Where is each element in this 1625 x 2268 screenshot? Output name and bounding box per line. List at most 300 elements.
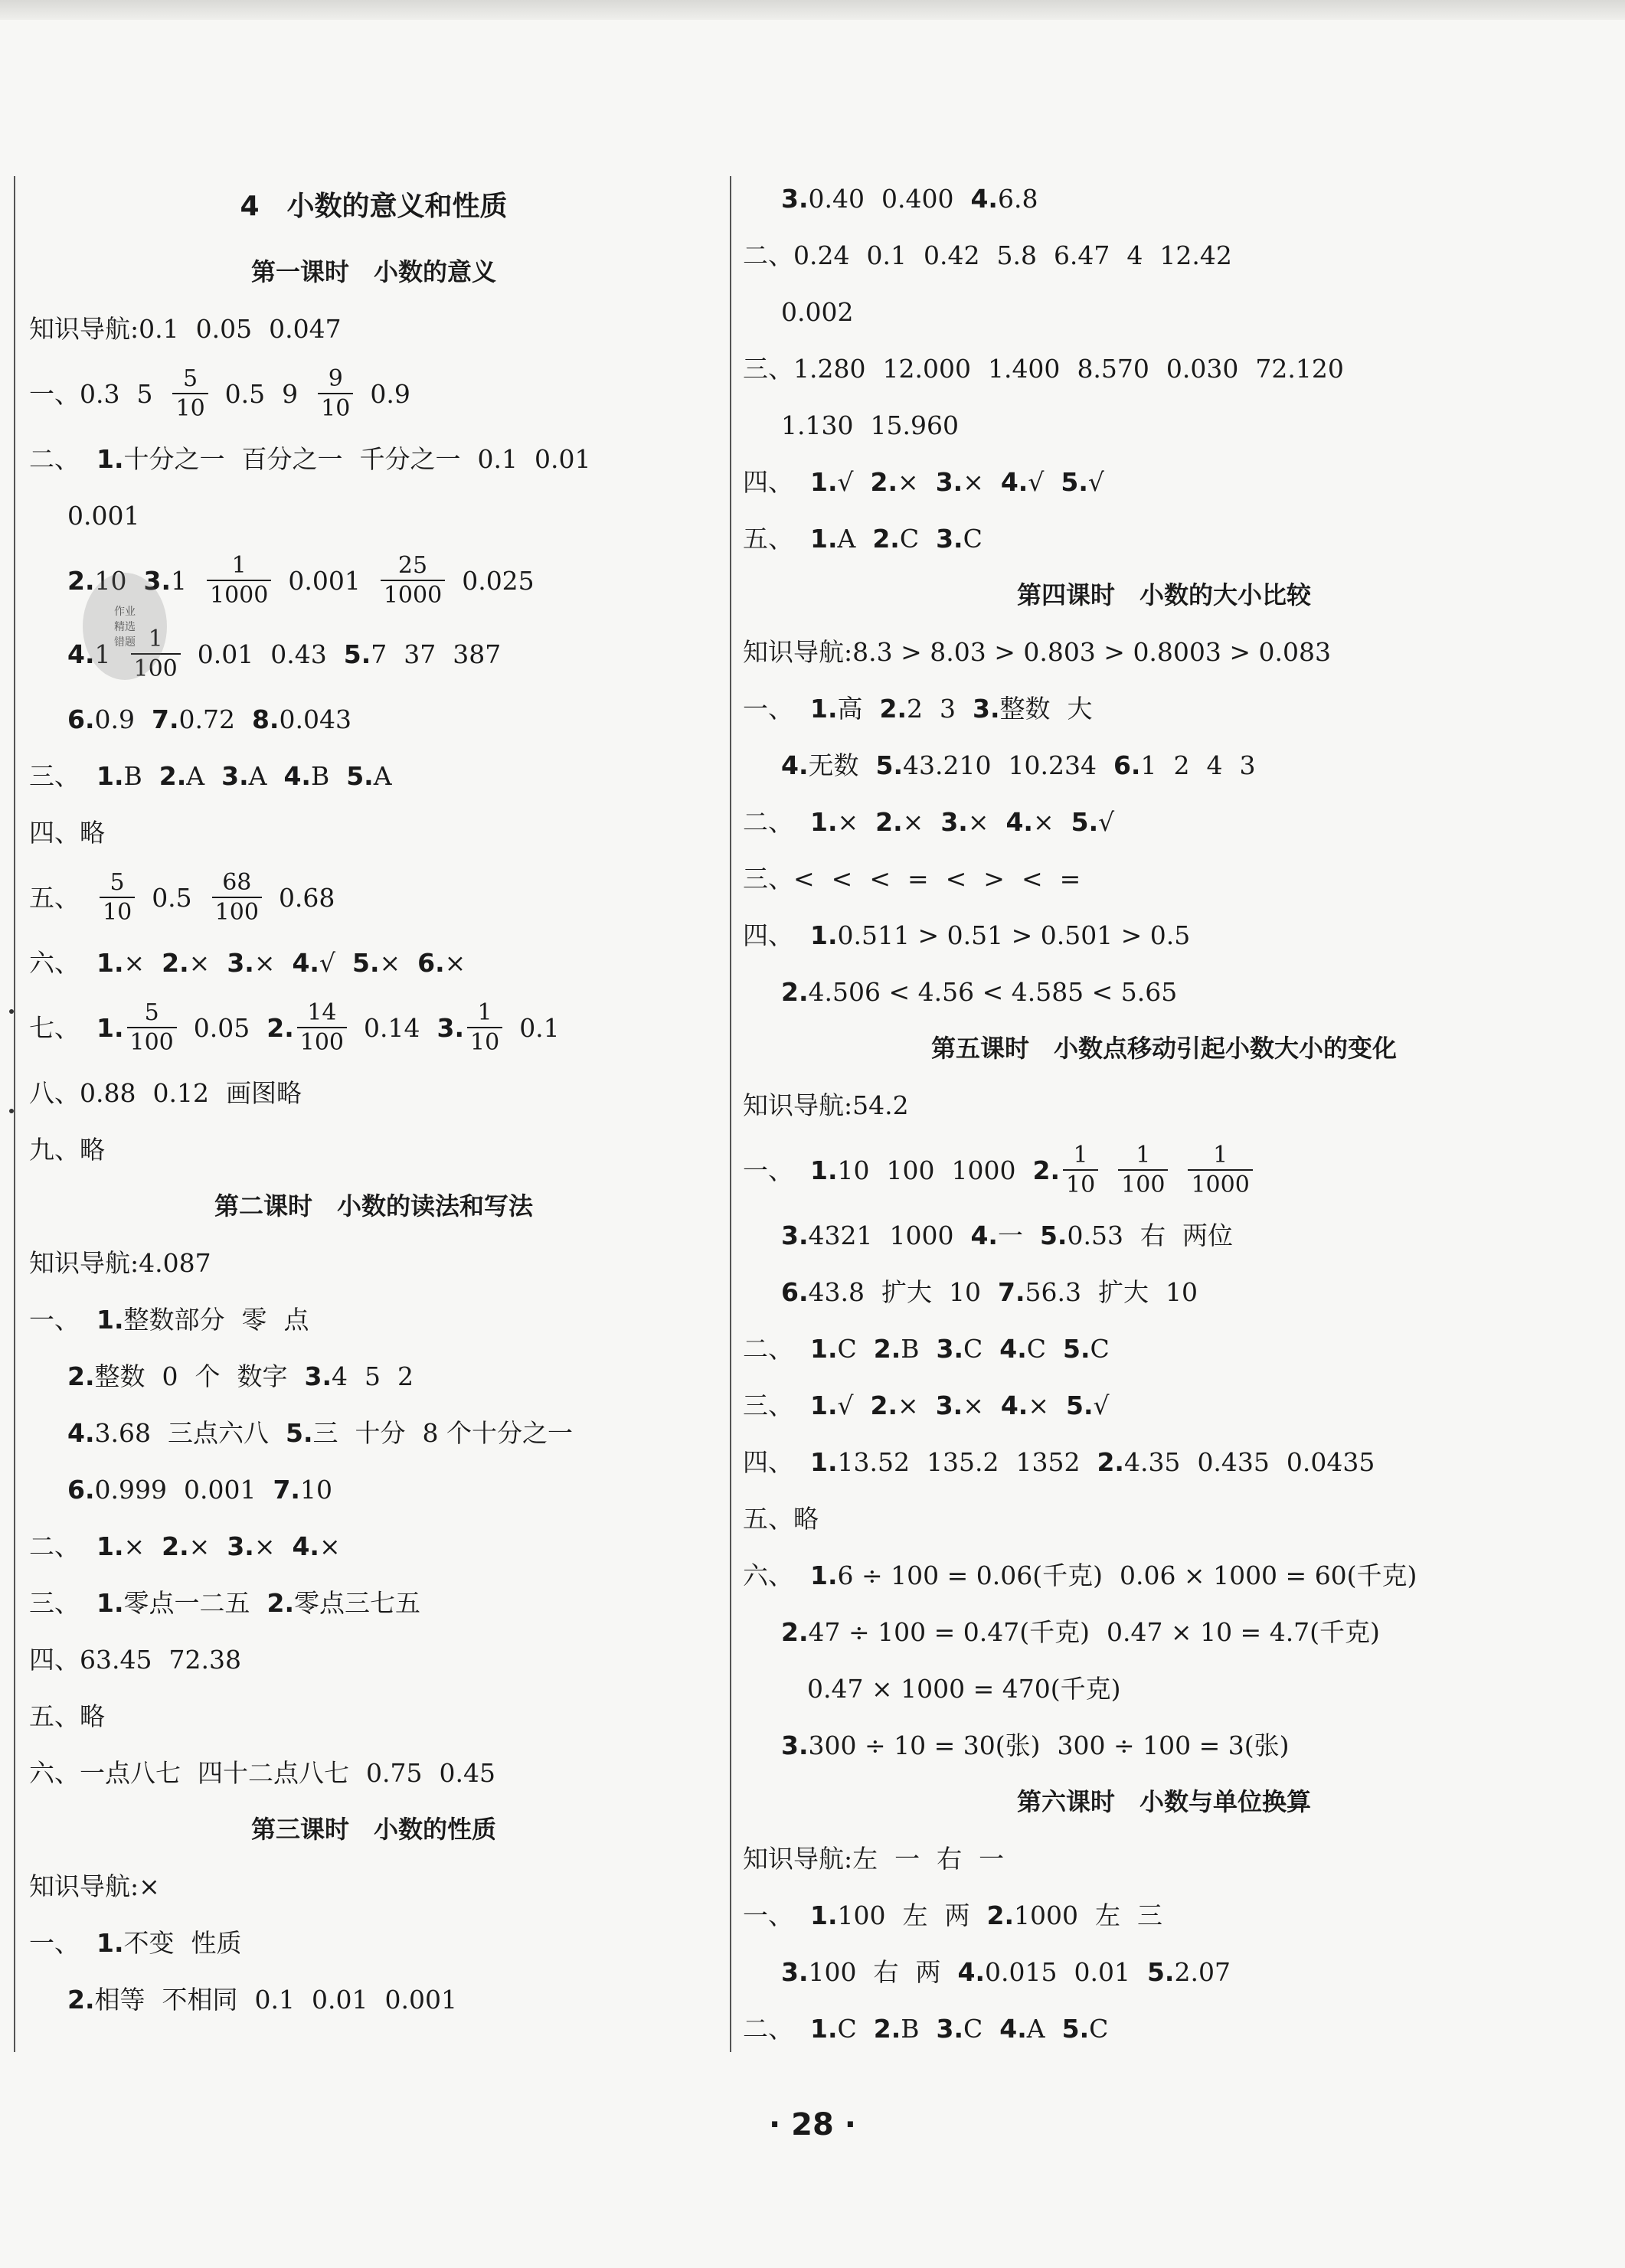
- item-number: 1.: [96, 443, 124, 474]
- fraction-numerator: 5: [110, 868, 125, 896]
- answer-text: ×: [444, 947, 466, 978]
- answer-line: [743, 1377, 1585, 1433]
- item-number: 1.: [810, 1333, 838, 1364]
- answer-line: [29, 1574, 718, 1631]
- answer-text: A: [186, 760, 205, 791]
- answer-line: [743, 1603, 1585, 1660]
- answer-text: 6.47: [1053, 240, 1110, 270]
- item-number: 2.: [159, 760, 187, 791]
- answer-text: 100: [886, 1155, 935, 1185]
- answer-text: <: [869, 863, 891, 894]
- item-number: 6.: [781, 1276, 809, 1307]
- item-number: 5.: [1066, 1390, 1094, 1420]
- fraction-denominator: 100: [212, 897, 262, 925]
- answer-text: 0.5: [152, 882, 192, 913]
- fraction-numerator: 1: [231, 551, 247, 579]
- item-number: 4.: [67, 639, 95, 669]
- answer-text: 五、略: [29, 1701, 105, 1731]
- item-number: 1.: [810, 1560, 838, 1590]
- answer-text: 知识导航:0.1: [29, 313, 179, 344]
- answer-text: 0.9: [370, 378, 410, 409]
- answer-text: 三: [1136, 1900, 1162, 1930]
- answer-text: 1: [1140, 750, 1157, 780]
- answer-line: [29, 357, 718, 430]
- item-number: 5.: [1039, 1220, 1068, 1250]
- answer-text: 相等: [94, 1984, 145, 2015]
- answer-text: 5: [365, 1361, 381, 1391]
- answer-text: 扩大: [881, 1276, 932, 1307]
- answer-text: 0.47 × 10 = 4.7(千克): [1106, 1616, 1380, 1647]
- item-number: 1.: [810, 693, 838, 724]
- item-number: 2.: [67, 565, 95, 596]
- answer-line: [743, 1433, 1585, 1490]
- answer-text: 0.43: [270, 639, 327, 669]
- answer-text: 0.435: [1197, 1446, 1270, 1477]
- answer-text: √: [1087, 466, 1104, 497]
- answer-line: [743, 737, 1585, 793]
- answer-line: [29, 747, 718, 804]
- answer-line: [743, 1490, 1585, 1547]
- fraction-denominator: 10: [100, 897, 135, 925]
- fraction-numerator: 1: [477, 998, 492, 1026]
- answer-text: 五、: [743, 523, 793, 554]
- fraction: [467, 998, 502, 1056]
- answer-text: 4321: [808, 1220, 873, 1250]
- item-number: 3.: [935, 466, 963, 497]
- answer-text: >: [983, 863, 1005, 894]
- column-divider: [730, 176, 731, 2052]
- answer-text: 10: [1165, 1276, 1198, 1307]
- answer-line: [29, 991, 718, 1064]
- answer-text: 5: [136, 378, 153, 409]
- fraction-denominator: 100: [297, 1027, 347, 1055]
- answer-text: 4: [1206, 750, 1223, 780]
- item-number: 1.: [810, 523, 838, 554]
- answer-text: 六、: [29, 947, 80, 978]
- answer-text: ×: [898, 466, 919, 497]
- fraction: [212, 868, 262, 926]
- answer-text: 10: [948, 1276, 981, 1307]
- answer-text: 五、略: [743, 1503, 819, 1534]
- answer-line: [29, 804, 718, 861]
- fraction: [1063, 1143, 1098, 1198]
- fraction-numerator: 68: [222, 868, 252, 896]
- item-number: 3.: [936, 2013, 964, 2044]
- fraction-numerator: 1: [1136, 1141, 1151, 1168]
- answer-line: [29, 1914, 718, 1971]
- item-number: 2.: [67, 1984, 95, 2015]
- answer-text: 4: [1126, 240, 1143, 270]
- item-number: 2.: [870, 466, 898, 497]
- answer-text: 1.130: [781, 410, 854, 440]
- item-number: 1.: [810, 466, 838, 497]
- answer-text: 0.42: [923, 240, 980, 270]
- item-number: 3.: [227, 1531, 254, 1561]
- item-number: 6.: [417, 947, 445, 978]
- answer-text: 0.015: [985, 1956, 1058, 1987]
- item-number: 3.: [935, 1390, 963, 1420]
- answer-text: <: [1021, 863, 1043, 894]
- fraction-numerator: 1: [1073, 1141, 1088, 1168]
- answer-text: 10.234: [1008, 750, 1097, 780]
- item-number: 2.: [986, 1900, 1014, 1930]
- answer-text: 个: [195, 1361, 221, 1391]
- item-number: 2.: [872, 523, 900, 554]
- item-number: 1.: [96, 1304, 124, 1335]
- answer-text: 六、: [743, 1560, 793, 1590]
- fraction-numerator: 1: [1213, 1141, 1228, 1168]
- answer-text: 四、略: [29, 817, 105, 848]
- item-number: 4.: [67, 1417, 95, 1448]
- answer-text: 二、: [743, 806, 793, 837]
- answer-line: [743, 1077, 1585, 1133]
- answer-line: [29, 1404, 718, 1461]
- lesson-heading: 第三课时 小数的性质: [250, 1815, 496, 1844]
- answer-text: C: [963, 1333, 983, 1364]
- item-number: 4.: [781, 750, 809, 780]
- answer-text: C: [963, 523, 983, 554]
- answer-line: [29, 1234, 718, 1291]
- page-number: · 28 ·: [769, 2107, 856, 2142]
- left-margin-line: [14, 176, 15, 2052]
- answer-text: ×: [1028, 1390, 1049, 1420]
- item-number: 2.: [781, 1616, 809, 1647]
- fraction-denominator: 1000: [381, 580, 445, 608]
- answer-text: 0.05: [195, 313, 253, 344]
- answer-text: 右: [1139, 1220, 1166, 1250]
- answer-line: [29, 934, 718, 991]
- fraction: [297, 998, 347, 1056]
- answer-text: 一、: [743, 1900, 793, 1930]
- item-number: 4.: [999, 2013, 1027, 2044]
- answer-text: 8.570: [1077, 353, 1149, 384]
- answer-text: 1000: [889, 1220, 954, 1250]
- answer-text: 8 个十分之一: [422, 1417, 573, 1448]
- answer-line: [743, 623, 1585, 680]
- fraction-numerator: 25: [397, 551, 428, 579]
- fraction: [172, 364, 208, 422]
- answer-text: 6 ÷ 100 = 0.06(千克): [837, 1560, 1103, 1590]
- answer-text: 3: [1239, 750, 1256, 780]
- fraction-denominator: 100: [131, 653, 181, 681]
- answer-text: 0.400: [881, 183, 954, 214]
- answer-text: 0.001: [183, 1474, 257, 1505]
- fraction-numerator: 14: [307, 998, 337, 1026]
- stamp-text: 精选: [114, 621, 136, 633]
- answer-line: [29, 1064, 718, 1121]
- answer-text: 0.5: [224, 378, 266, 409]
- item-number: 6.: [67, 1474, 95, 1505]
- fraction-denominator: 100: [1118, 1169, 1168, 1198]
- answer-text: 2.07: [1174, 1956, 1231, 1987]
- lesson-heading: 第一课时 小数的意义: [250, 257, 496, 286]
- item-number: 6.: [1113, 750, 1141, 780]
- answer-text: 0.999: [94, 1474, 167, 1505]
- fraction-denominator: 1000: [207, 580, 271, 608]
- answer-line: [29, 691, 718, 747]
- item-number: 1.: [810, 1390, 838, 1420]
- item-number: 2.: [873, 2013, 901, 2044]
- answer-text: 387: [453, 639, 502, 669]
- item-number: 3.: [936, 1333, 964, 1364]
- answer-text: ×: [188, 947, 211, 978]
- answer-text: 0.047: [269, 313, 342, 344]
- item-number: 5.: [1061, 466, 1088, 497]
- answer-line: [29, 1971, 718, 2028]
- fraction: [1188, 1143, 1252, 1198]
- fraction: [207, 551, 271, 609]
- answer-text: √: [1093, 1390, 1110, 1420]
- item-number: 3.: [781, 1956, 809, 1987]
- item-number: 4.: [1000, 1390, 1028, 1420]
- item-number: 4.: [999, 1333, 1027, 1364]
- answer-text: 三、1.280: [743, 353, 866, 384]
- answer-line: [743, 680, 1585, 737]
- left-column: [29, 170, 718, 2028]
- answer-line: [743, 283, 1585, 340]
- right-column: [743, 170, 1585, 2057]
- answer-text: 100: [808, 1956, 857, 1987]
- answer-text: 0.01: [534, 443, 591, 474]
- answer-text: 47 ÷ 100 = 0.47(千克): [808, 1616, 1090, 1647]
- answer-text: 大: [1067, 693, 1093, 724]
- answer-text: C: [1089, 2013, 1109, 2044]
- answer-text: 0.40: [808, 183, 865, 214]
- answer-text: 6.8: [997, 183, 1038, 214]
- item-number: 3.: [436, 1012, 464, 1043]
- answer-line: [743, 1660, 1585, 1717]
- answer-text: 10: [837, 1155, 870, 1185]
- answer-line: [29, 430, 718, 487]
- answer-text: 4.506 < 4.56 < 4.585 < 5.65: [808, 976, 1178, 1007]
- answer-text: 右: [873, 1956, 899, 1987]
- item-number: 2.: [67, 1361, 95, 1391]
- answer-text: 56.3: [1025, 1276, 1081, 1307]
- answer-text: 0.001: [288, 565, 361, 596]
- answer-text: 左: [1094, 1900, 1120, 1930]
- answer-text: ×: [123, 947, 145, 978]
- answer-text: B: [310, 760, 330, 791]
- answer-text: 0.025: [462, 565, 535, 596]
- answer-text: <: [945, 863, 967, 894]
- answer-text: ×: [963, 1390, 984, 1420]
- answer-text: 零点一二五: [123, 1587, 250, 1618]
- fraction-denominator: 1000: [1188, 1169, 1252, 1198]
- item-number: 3.: [221, 760, 249, 791]
- answer-line: [29, 1291, 718, 1348]
- item-number: 6.: [67, 704, 95, 734]
- answer-text: <: [831, 863, 853, 894]
- answer-text: 0.68: [278, 882, 335, 913]
- answer-text: 数字: [237, 1361, 288, 1391]
- answer-text: 2: [1173, 750, 1190, 780]
- answer-line: [743, 1320, 1585, 1377]
- answer-line: [29, 1518, 718, 1574]
- item-number: 1.: [96, 1587, 124, 1618]
- answer-text: ×: [319, 1531, 341, 1561]
- answer-text: 两: [915, 1956, 941, 1987]
- answer-text: A: [1026, 2013, 1045, 2044]
- answer-text: 不变: [123, 1927, 175, 1958]
- item-number: 5.: [346, 760, 374, 791]
- answer-text: 两: [944, 1900, 970, 1930]
- fraction: [127, 998, 177, 1056]
- item-number: 3.: [973, 693, 1000, 724]
- answer-text: 整数部分: [123, 1304, 225, 1335]
- item-number: 5.: [1146, 1956, 1175, 1987]
- item-number: 5.: [1071, 806, 1099, 837]
- item-number: 1.: [96, 1531, 124, 1561]
- answer-text: 一、: [743, 1155, 793, 1185]
- answer-line: [29, 1121, 718, 1178]
- answer-text: 10: [299, 1474, 332, 1505]
- answer-text: 三、: [743, 1390, 793, 1420]
- answer-text: C: [1026, 1333, 1047, 1364]
- answer-line: [743, 1133, 1585, 1207]
- fraction: [1118, 1143, 1168, 1198]
- answer-line: [743, 793, 1585, 850]
- fraction-numerator: 1: [148, 625, 163, 652]
- answer-line: [29, 300, 718, 357]
- answer-text: ×: [1032, 806, 1054, 837]
- answer-text: 0.511 > 0.51 > 0.501 > 0.5: [837, 920, 1191, 950]
- answer-line: [743, 963, 1585, 1020]
- fraction-denominator: 10: [318, 393, 353, 421]
- answer-text: 三、: [29, 1587, 80, 1618]
- item-number: 4.: [1005, 806, 1033, 837]
- answer-text: 一: [979, 1843, 1005, 1874]
- answer-line: [743, 170, 1585, 227]
- answer-text: 300 ÷ 100 = 3(张): [1057, 1730, 1290, 1760]
- answer-text: 1000: [951, 1155, 1016, 1185]
- answer-text: C: [1090, 1333, 1110, 1364]
- answer-text: 2: [397, 1361, 414, 1391]
- answer-text: =: [907, 863, 929, 894]
- item-number: 3.: [227, 947, 254, 978]
- answer-text: 72.120: [1255, 353, 1344, 384]
- item-number: 1.: [96, 760, 124, 791]
- fraction: [381, 551, 445, 609]
- answer-text: =: [1059, 863, 1081, 894]
- answer-text: 0.9: [94, 704, 135, 734]
- answer-text: ×: [379, 947, 401, 978]
- item-number: 7.: [273, 1474, 300, 1505]
- item-number: 1.: [810, 1446, 838, 1477]
- answer-text: 12.000: [882, 353, 971, 384]
- answer-text: √: [1028, 466, 1045, 497]
- answer-text: 知识导航:4.087: [29, 1247, 211, 1278]
- answer-text: 右: [937, 1843, 963, 1874]
- watermark-stamp: [83, 573, 167, 680]
- answer-text: 3.68: [94, 1417, 151, 1448]
- answer-text: 一、: [743, 693, 793, 724]
- item-number: 2.: [875, 806, 903, 837]
- answer-text: 135.2: [926, 1446, 999, 1477]
- answer-text: 两位: [1182, 1220, 1233, 1250]
- answer-text: 四、: [743, 920, 793, 950]
- item-number: 7.: [151, 704, 179, 734]
- answer-text: C: [963, 2013, 983, 2044]
- answer-text: 3: [940, 693, 956, 724]
- answer-line: [743, 1547, 1585, 1603]
- fraction-numerator: 5: [183, 364, 198, 392]
- answer-line: [29, 1461, 718, 1518]
- answer-text: A: [248, 760, 267, 791]
- answer-line: [743, 510, 1585, 567]
- answer-text: 不相同: [162, 1984, 238, 2015]
- answer-text: 0.12: [152, 1077, 209, 1108]
- answer-text: 0.1: [866, 240, 907, 270]
- answer-text: 二、: [29, 1531, 80, 1561]
- answer-text: 四、63.45: [29, 1644, 152, 1675]
- answer-line: [743, 2000, 1585, 2057]
- answer-text: 43.8: [808, 1276, 865, 1307]
- item-number: 4.: [970, 183, 998, 214]
- answer-text: 0.06 × 1000 = 60(千克): [1119, 1560, 1417, 1590]
- answer-text: 1352: [1015, 1446, 1081, 1477]
- fraction: [100, 868, 135, 926]
- item-number: 8.: [251, 704, 280, 734]
- answer-text: 13.52: [837, 1446, 910, 1477]
- answer-text: 0.53: [1067, 1220, 1123, 1250]
- answer-text: 七、: [29, 1012, 80, 1043]
- answer-line: [743, 1887, 1585, 1943]
- answer-text: √: [319, 947, 335, 978]
- answer-text: 12.42: [1159, 240, 1232, 270]
- fraction-numerator: 9: [328, 364, 343, 392]
- fraction-denominator: 100: [127, 1027, 177, 1055]
- answer-text: 扩大: [1097, 1276, 1149, 1307]
- answer-text: √: [1098, 806, 1115, 837]
- answer-text: 无数: [808, 750, 859, 780]
- item-number: 5.: [343, 639, 371, 669]
- item-number: 2.: [870, 1390, 898, 1420]
- item-number: 5.: [1063, 1333, 1090, 1364]
- answer-line: [743, 1943, 1585, 2000]
- answer-text: 0.043: [279, 704, 351, 734]
- answer-text: 300 ÷ 10 = 30(张): [808, 1730, 1041, 1760]
- margin-dot: [9, 1109, 14, 1113]
- answer-text: 0.01: [1074, 1956, 1130, 1987]
- item-number: 4.: [292, 947, 319, 978]
- answer-text: 1: [171, 565, 187, 596]
- answer-line: [743, 1830, 1585, 1887]
- answer-text: C: [837, 1333, 857, 1364]
- item-number: 1.: [810, 920, 838, 950]
- top-scan-band: [0, 0, 1625, 20]
- item-number: 3.: [781, 1220, 809, 1250]
- item-number: 2.: [162, 947, 189, 978]
- answer-text: 0.45: [439, 1757, 495, 1788]
- answer-line: [29, 1688, 718, 1744]
- answer-text: 十分: [355, 1417, 406, 1448]
- item-number: 7.: [997, 1276, 1025, 1307]
- answer-text: 知识导航:54.2: [743, 1090, 909, 1120]
- fraction-numerator: 5: [144, 998, 159, 1026]
- answer-text: 1000: [1014, 1900, 1078, 1930]
- answer-line: [743, 1263, 1585, 1320]
- lesson-heading: 第六课时 小数与单位换算: [1016, 1787, 1311, 1816]
- answer-line: [743, 907, 1585, 963]
- item-number: 5.: [352, 947, 380, 978]
- answer-text: 六、一点八七: [29, 1757, 181, 1788]
- item-number: 5.: [1061, 2013, 1090, 2044]
- answer-text: 高: [837, 693, 863, 724]
- item-number: 1.: [810, 2013, 838, 2044]
- item-number: 2.: [879, 693, 907, 724]
- answer-line: [29, 1348, 718, 1404]
- answer-text: 0.72: [178, 704, 235, 734]
